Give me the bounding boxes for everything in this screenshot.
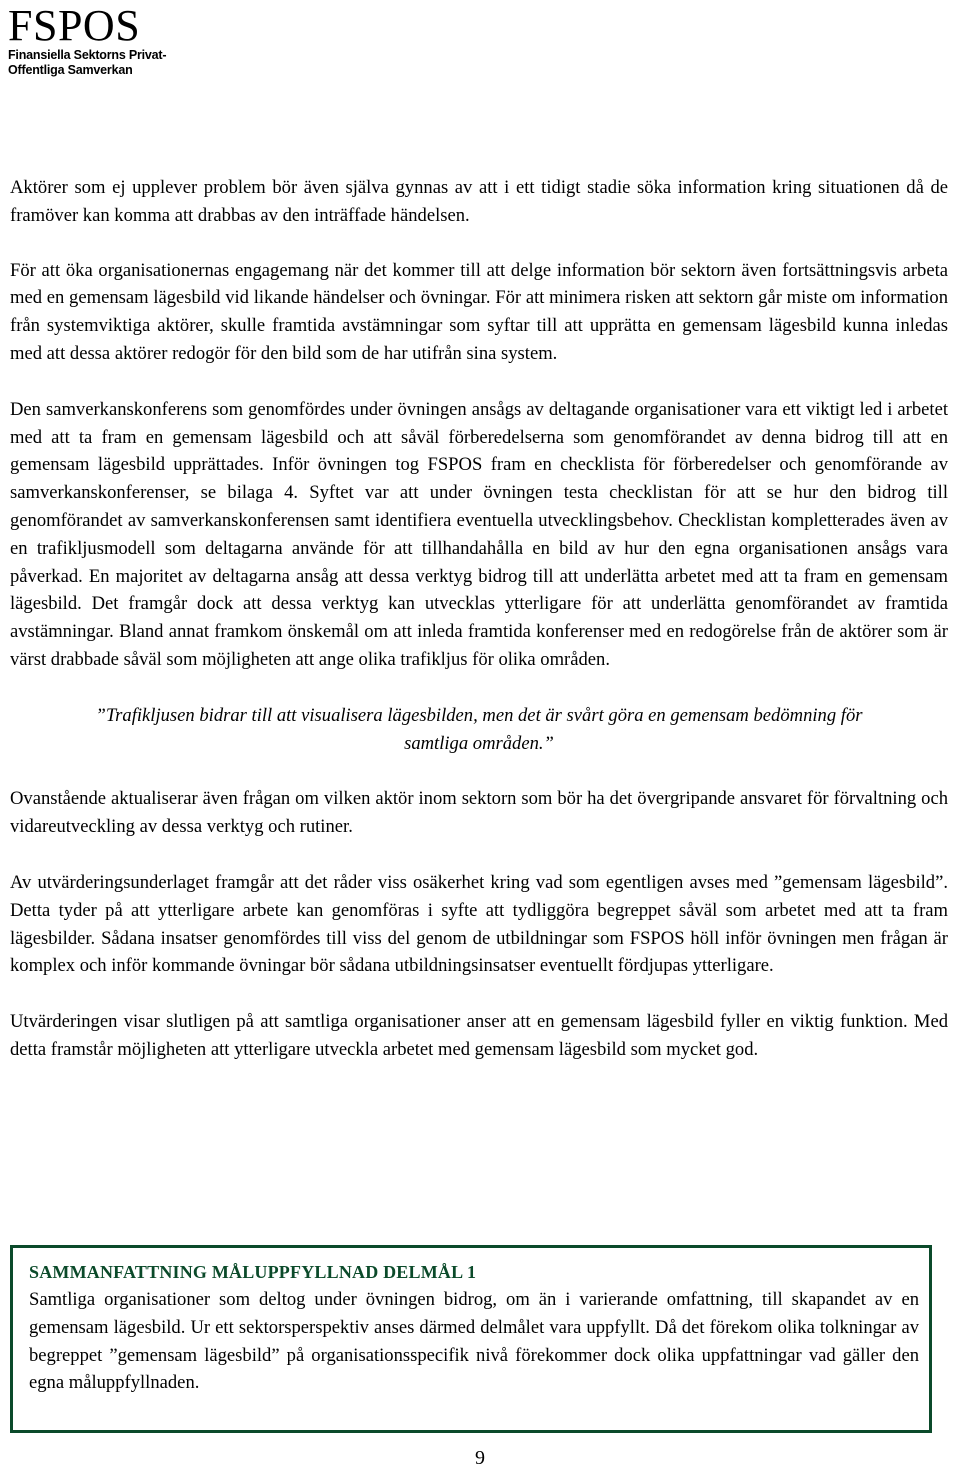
fspos-logo bbox=[8, 1, 167, 78]
logo-subtitle-line1: Finansiella Sektorns Privat- bbox=[8, 48, 167, 62]
paragraph-1: Aktörer som ej upplever problem bör även själva gynnas av att i ett tidigt stadie söka information kring situationen då de framöver kan komma att drabbas av den inträffade händelsen. bbox=[10, 177, 948, 226]
paragraph-5: Av utvärderingsunderlaget framgår att det råder viss osäkerhet kring vad som egentligen avses med ”gemensam lägesbild”. Detta tyder på att ytterligare arbete kan genomföras i syfte att tydliggöra begreppet såväl som arbetet med att ta fram lägesbilder. Sådana insatser genomfördes till viss del genom de utbildningar som FSPOS höll inför övningen men frågan är komplex och inför kommande övningar bör sådana utbildningsinsatser eventuellt fördjupas ytterligare. bbox=[10, 871, 948, 977]
page-number: 9 bbox=[475, 1447, 485, 1469]
block-quote: ”Trafikljusen bidrar till att visualisera lägesbilden, men det är svårt göra en gemensam bedömning för samtliga områden.” bbox=[95, 704, 863, 754]
summary-box bbox=[10, 1245, 932, 1433]
paragraph-2: För att öka organisationernas engagemang när det kommer till att delge information bör sektorn även fortsättningsvis arbeta med en gemensam lägesbild vid likande händelser och övningar. För att minimera risken att sektorn går miste om information från systemviktiga aktörer, skulle framtida avstämningar som syftar till att upprätta en gemensam lägesbild kunna inledas med att dessa aktörer redogör för den bild som de har utifrån sina system. bbox=[10, 259, 948, 364]
paragraph-4: Ovanstående aktualiserar även frågan om vilken aktör inom sektorn som bör ha det övergripande ansvaret för förvaltning och vidareutveckling av dessa verktyg och rutiner. bbox=[10, 788, 948, 838]
document-body bbox=[10, 174, 948, 1064]
paragraph-3: Den samverkanskonferens som genomfördes under övningen ansågs av deltagande organisationer vara ett viktigt led i arbetet med att ta fram en gemensam lägesbild och att såväl förberedelserna som genomförandet av denna bidrog till att en gemensam lägesbild upprättades. Inför övningen tog FSPOS fram en checklista för förberedelser och genomförande av samverkanskonferenser, se bilaga 4. Syftet var att under övningen testa checklistan för att se hur den bidrog till genomförandet av samverkanskonferensen samt identifiera eventuella utvecklingsbehov. Checklistan kompletterades även av en trafikljusmodell som deltagarna använde för att tillhandahålla en bild av hur den egna organisationen ansågs vara påverkad. En majoritet av deltagarna ansåg att dessa verktyg bidrog till att underlätta arbetet med att ta fram en gemensam lägesbild. Det framgår dock att dessa verktyg kan utvecklas ytterligare för att underlätta genomförandet av framtida avstämningar. Bland annat framkom önskemål om att inleda framtida konferenser med en redogörelse från de aktörer som är värst drabbade såväl som möjligheten att ange olika trafikljus för olika områden. bbox=[10, 398, 948, 670]
summary-heading: SAMMANFATTNING MÅLUPPFYLLNAD DELMÅL 1 bbox=[29, 1262, 477, 1282]
logo-subtitle-line2: Offentliga Samverkan bbox=[8, 63, 133, 77]
logo-wordmark: FSPOS bbox=[8, 1, 141, 50]
summary-text: Samtliga organisationer som deltog under övningen bidrog, om än i varierande omfattning, till skapandet av en gemensam lägesbild. Ur ett sektorsperspektiv anses därmed delmålet vara uppfyllt. Då det förekom olika tolkningar av begreppet ”gemensam lägesbild” på organisationsspecifik nivå förekommer dock olika uppfattningar vad gäller den egna måluppfyllnaden. bbox=[29, 1289, 919, 1394]
paragraph-6: Utvärderingen visar slutligen på att samtliga organisationer anser att en gemensam lägesbild fyller en viktig funktion. Med detta framstår möjligheten att ytterligare utveckla arbetet med gemensam lägesbild som mycket god. bbox=[10, 1011, 948, 1060]
